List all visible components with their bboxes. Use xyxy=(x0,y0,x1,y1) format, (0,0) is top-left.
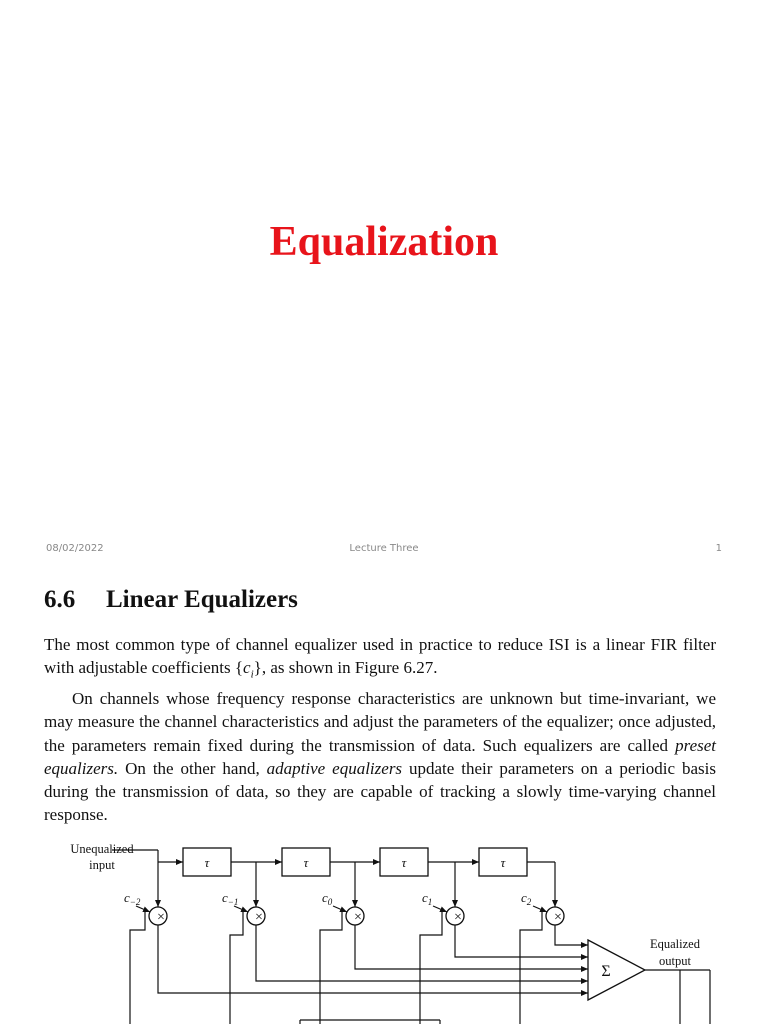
coefficient-symbol: c xyxy=(243,658,251,678)
paragraph-1-text: The most common type of channel equalizer used in practice to reduce ISI is a linear FIR filter with adjustable coefficients { xyxy=(44,635,716,678)
delay-label-1: τ xyxy=(204,855,210,870)
paragraph-2-text-mid: On the other hand, xyxy=(118,758,267,778)
coef-label-0: $c_{-2}$ xyxy=(124,890,141,907)
footer-date: 08/02/2022 xyxy=(46,543,104,554)
coef-update-0 xyxy=(130,910,145,1024)
coef-update-3 xyxy=(420,910,442,1024)
delay-label-4: τ xyxy=(500,855,506,870)
multiplier-symbol-2: × xyxy=(354,910,362,925)
coef-update-2 xyxy=(320,910,342,1024)
section-number: 6.6 xyxy=(44,586,76,613)
coef-update-4 xyxy=(520,910,542,1024)
delay-label-3: τ xyxy=(401,855,407,870)
page-number: 1 xyxy=(715,543,722,554)
footer-lecture-label: Lecture Three xyxy=(349,543,419,554)
paragraph-1-text-end: }, as shown in Figure 6.27. xyxy=(253,658,438,678)
body-text xyxy=(44,633,716,827)
coef-label-4: $c_2$ xyxy=(521,890,532,907)
input-label-line2: input xyxy=(89,858,115,872)
coef-input-2 xyxy=(333,906,347,912)
coef-label-1: $c_{-1}$ xyxy=(222,890,239,907)
paragraph-2 xyxy=(44,687,716,827)
coef-input-4 xyxy=(533,906,547,912)
multiplier-symbol-3: × xyxy=(454,910,462,925)
mult-out-0 xyxy=(158,925,588,993)
slide-title: Equalization xyxy=(269,219,499,265)
paragraph-2-text-end: update their parameters on a periodic basis during the transmission of data, so they are capable of tracking a slowly time-varying channel response. xyxy=(44,758,716,825)
delay-label-2: τ xyxy=(303,855,309,870)
input-label-line1: Unequalized xyxy=(70,842,134,856)
coef-update-1 xyxy=(230,910,243,1024)
coef-input-3 xyxy=(433,906,447,912)
summer xyxy=(588,940,645,1000)
summer-symbol: Σ xyxy=(601,963,611,980)
section-heading xyxy=(44,586,298,614)
output-label-line1: Equalized xyxy=(650,937,700,951)
mult-out-2 xyxy=(355,925,588,969)
adaptive-equalizers-term: adaptive equalizers xyxy=(266,758,403,778)
paragraph-1 xyxy=(44,633,716,687)
preset-equalizers-term: preset equalizers. xyxy=(44,735,716,778)
multiplier-symbol-1: × xyxy=(255,910,263,925)
multiplier-symbol-4: × xyxy=(554,910,562,925)
section-title: Linear Equalizers xyxy=(106,586,298,613)
paragraph-2-text: On channels whose frequency response characteristics are unknown but time-invariant, we may measure the channel characteristics and adjust the parameters of the equalizer; once adjusted, the parameters remain fixed during the transmission of data. Such equalizers are called xyxy=(44,688,716,755)
output-label-line2: output xyxy=(659,954,691,968)
multiplier-symbol-0: × xyxy=(157,910,165,925)
coef-label-3: $c_1$ xyxy=(422,890,433,907)
mult-out-4 xyxy=(555,925,588,945)
mult-out-1 xyxy=(256,925,588,981)
coef-label-2: $c_0$ xyxy=(322,890,333,907)
equalizer-diagram xyxy=(0,820,768,1024)
coefficient-subscript: i xyxy=(250,668,254,681)
